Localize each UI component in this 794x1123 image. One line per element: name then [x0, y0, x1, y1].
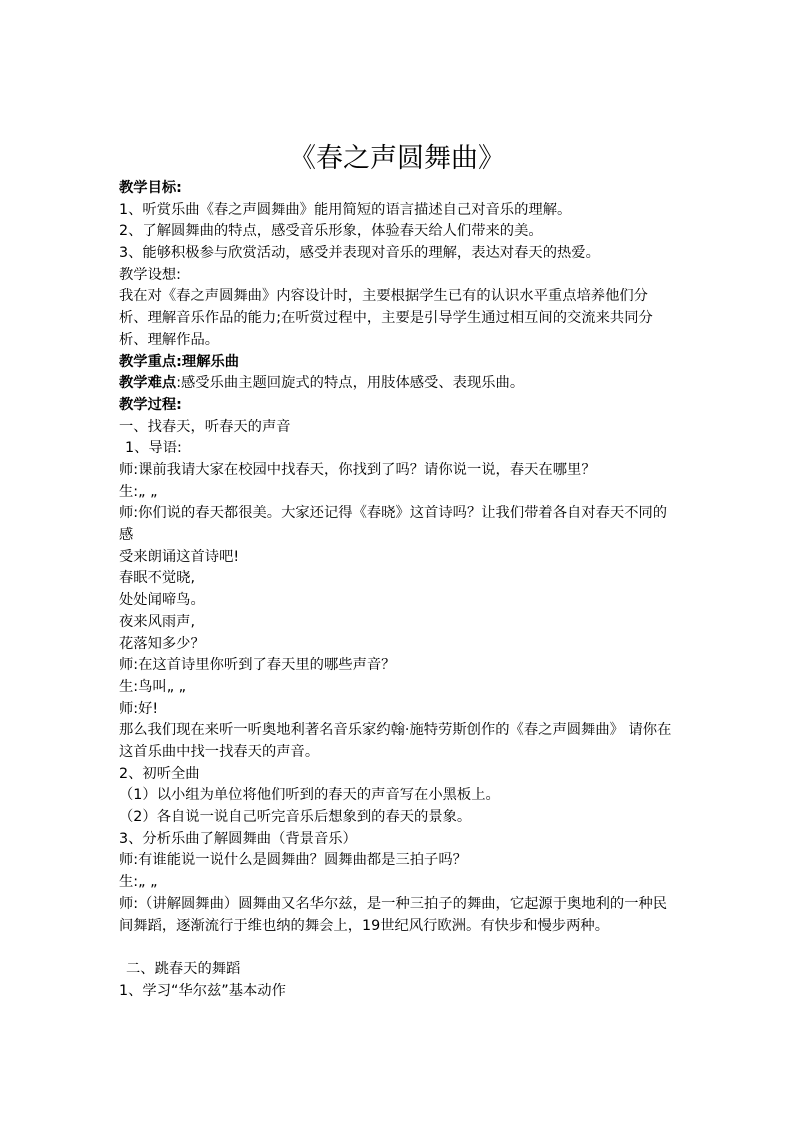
- dialogue-line: 师:好!: [119, 700, 159, 717]
- goal-item: 2、了解圆舞曲的特点，感受音乐形象，体验春天给人们带来的美。: [119, 223, 543, 240]
- dialogue-line: 师:有谁能说一说什么是圆舞曲？圆舞曲都是三拍子吗？: [119, 852, 467, 869]
- dialogue-line: 师:课前我请大家在校园中找春天，你找到了吗？请你说一说，春天在哪里？: [119, 461, 596, 478]
- dialogue-line: 生:„ „: [119, 874, 158, 891]
- document-body: [119, 178, 679, 1002]
- sub-step: （1）以小组为单位将他们听到的春天的声音写在小黑板上。: [119, 787, 500, 804]
- goal-item: 1、听赏乐曲《春之声圆舞曲》能用简短的语言描述自己对音乐的理解。: [119, 201, 572, 218]
- section-heading: 二、跳春天的舞蹈: [126, 960, 241, 977]
- dialogue-line: 生:„ „: [119, 483, 158, 500]
- process-heading: 教学过程:: [119, 396, 182, 413]
- dialogue-line: 受来朗诵这首诗吧!: [119, 548, 240, 565]
- explanation-paragraph: 师:（讲解圆舞曲）圆舞曲又名华尔兹，是一种三拍子的舞曲，它起源于奥地利的一种民间舞蹈，逐渐流行于维也纳的舞会上，19世纪风行欧洲。有快步和慢步两种。: [119, 895, 668, 934]
- dialogue-line: 师:你们说的春天都很美。大家还记得《春晓》这首诗吗？让我们带着各自对春天不同的感: [119, 505, 668, 544]
- goal-item: 3、能够积极参与欣赏活动，感受并表现对音乐的理解，表达对春天的热爱。: [119, 245, 600, 262]
- poem-line: 夜来风雨声,: [119, 613, 196, 630]
- dialogue-line: 师:在这首诗里你听到了春天里的哪些声音？: [119, 657, 396, 674]
- design-paragraph: 我在对《春之声圆舞曲》内容设计时，主要根据学生已有的认识水平重点培养他们分: [119, 288, 648, 305]
- goals-heading: 教学目标:: [119, 180, 182, 196]
- step-heading: 3、分析乐曲了解圆舞曲（背景音乐）: [119, 830, 357, 847]
- key-point: 教学重点:理解乐曲: [119, 353, 240, 370]
- dialogue-line: 生:鸟叫„ „: [119, 678, 187, 695]
- step-heading: 1、导语:: [125, 440, 182, 457]
- poem-line: 春眠不觉晓,: [119, 570, 196, 587]
- design-heading: 教学设想:: [119, 266, 182, 283]
- step-heading: 2、初听全曲: [119, 765, 200, 782]
- poem-line: 处处闻啼鸟。: [119, 592, 205, 609]
- sub-step: （2）各自说一说自己听完音乐后想象到的春天的景象。: [119, 809, 472, 826]
- document-title: 《春之声圆舞曲》: [289, 143, 505, 174]
- difficulty-label: 教学难点: [119, 375, 177, 392]
- intro-paragraph: 那么我们现在来听一听奥地利著名音乐家约翰·施特劳斯创作的《春之声圆舞曲》 请你在这首乐曲中找一找春天的声音。: [119, 722, 672, 760]
- difficulty-text: :感受乐曲主题回旋式的特点，用肢体感受、表现乐曲。: [176, 375, 525, 392]
- blank-line: [119, 937, 679, 959]
- section-heading: 一、找春天，听春天的声音: [119, 418, 291, 435]
- design-paragraph: 析、理解音乐作品的能力;在听赏过程中，主要是引导学生通过相互间的交流来共同分析、理解作品。: [119, 310, 653, 348]
- difficulty-line: [119, 373, 679, 395]
- step-heading: 1、学习“华尔兹”基本动作: [119, 982, 286, 999]
- poem-line: 花落知多少？: [119, 635, 205, 652]
